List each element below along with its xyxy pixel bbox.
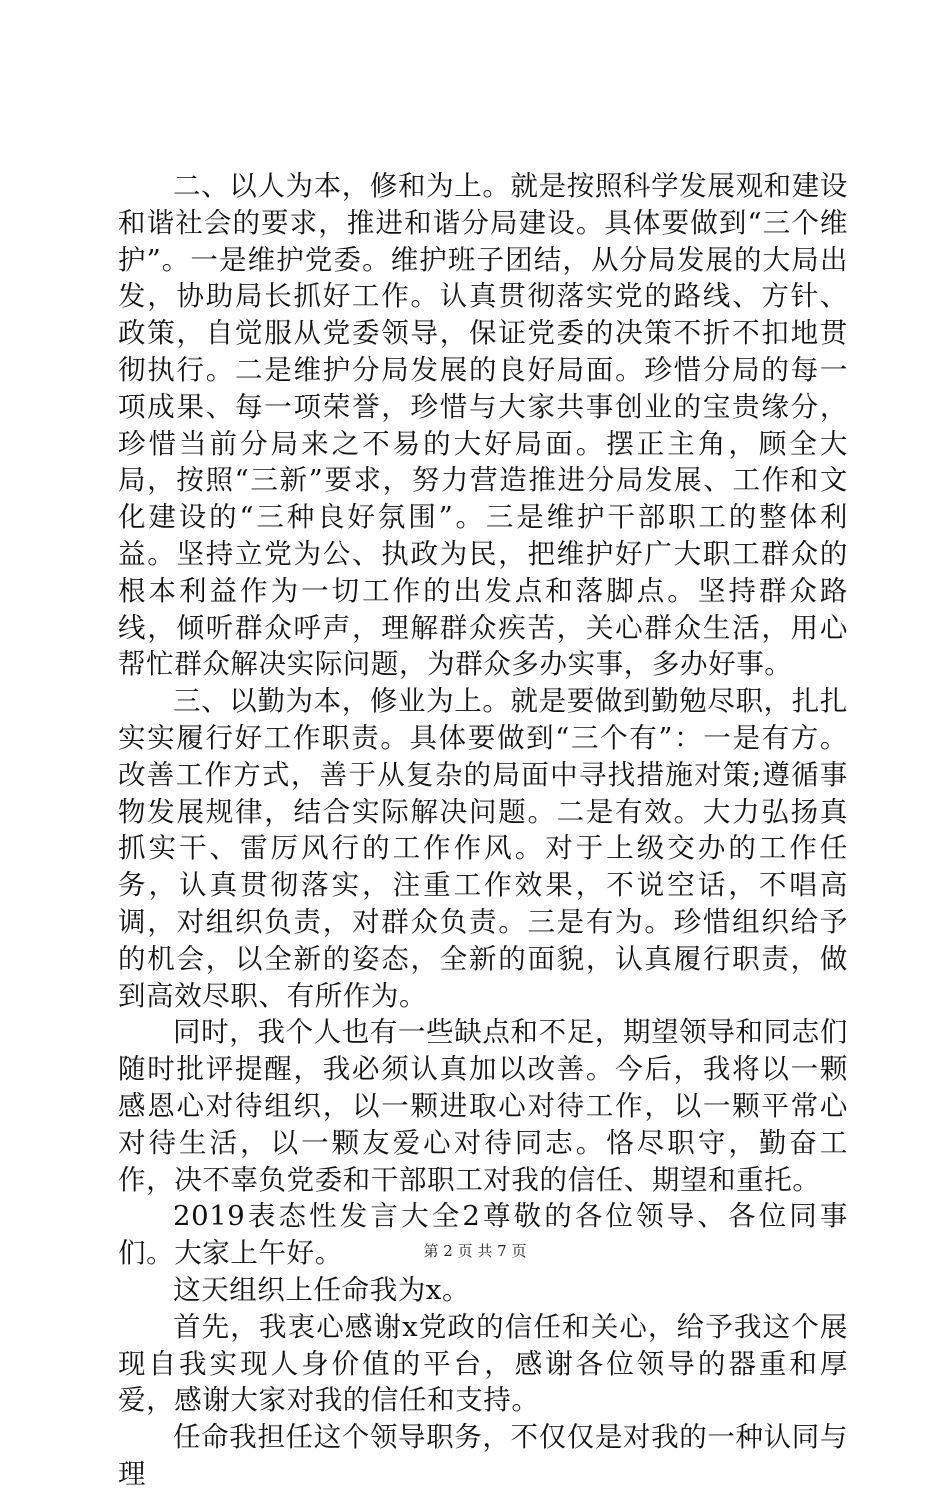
- paragraph-self-improvement: 同时，我个人也有一些缺点和不足，期望领导和同志们随时批评提醒，我必须认真加以改善。今后，我将以一颗感恩心对待组织，以一颗进取心对待工作，以一颗平常心对待生活，以一颗友爱心对待同志。恪尽职守，勤奋工作，决不辜负党委和干部职工对我的信任、期望和重托。: [118, 1016, 848, 1196]
- paragraph-harmony: 二、以人为本，修和为上。就是按照科学发展观和建设和谐社会的要求，推进和谐分局建设。具体要做到“三个维护”。一是维护党委。维护班子团结，从分局发展的大局出发，协助局长抓好工作。认真贯彻落实党的路线、方针、政策，自觉服从党委领导，保证党委的决策不折不扣地贯彻执行。二是维护分局发展的良好局面。珍惜分局的每一项成果、每一项荣誉，珍惜与大家共事创业的宝贵缘分，珍惜当前分局来之不易的大好局面。摆正主角，顾全大局，按照“三新”要求，努力营造推进分局发展、工作和文化建设的“三种良好氛围”。三是维护干部职工的整体利益。坚持立党为公、执政为民，把维护好广大职工群众的根本利益作为一切工作的出发点和落脚点。坚持群众路线，倾听群众呼声，理解群众疾苦，关心群众生活，用心帮忙群众解决实际问题，为群众多办实事，多办好事。: [118, 170, 849, 681]
- paragraph-speech-title: 2019表态性发言大全2尊敬的各位领导、各位同事们。大家上午好。: [118, 1200, 848, 1270]
- paragraph-thanks: 首先，我衷心感谢x党政的信任和关心，给予我这个展现自我实现人身价值的平台，感谢各位领导的器重和厚爱，感谢大家对我的信任和支持。: [118, 1310, 848, 1417]
- page-number-footer: 第 2 页 共 7 页: [423, 1242, 527, 1260]
- paragraph-diligence: 三、以勤为本，修业为上。就是要做到勤勉尽职，扎扎实实履行好工作职责。具体要做到“三个有”：一是有方。改善工作方式，善于从复杂的局面中寻找措施对策;遵循事物发展规律，结合实际解决问题。二是有效。大力弘扬真抓实干、雷厉风行的工作作风。对于上级交办的工作任务，认真贯彻落实，注重工作效果，不说空话，不唱高调，对组织负责，对群众负责。三是有为。珍惜组织给予的机会，以全新的姿态，全新的面貌，认真履行职责，做到高效尽职、有所作为。: [118, 685, 848, 1012]
- document-body: [118, 168, 848, 1493]
- paragraph-continued: 任命我担任这个领导职务，不仅仅是对我的一种认同与理: [118, 1421, 848, 1490]
- paragraph-appointment: 这天组织上任命我为x。: [173, 1273, 471, 1306]
